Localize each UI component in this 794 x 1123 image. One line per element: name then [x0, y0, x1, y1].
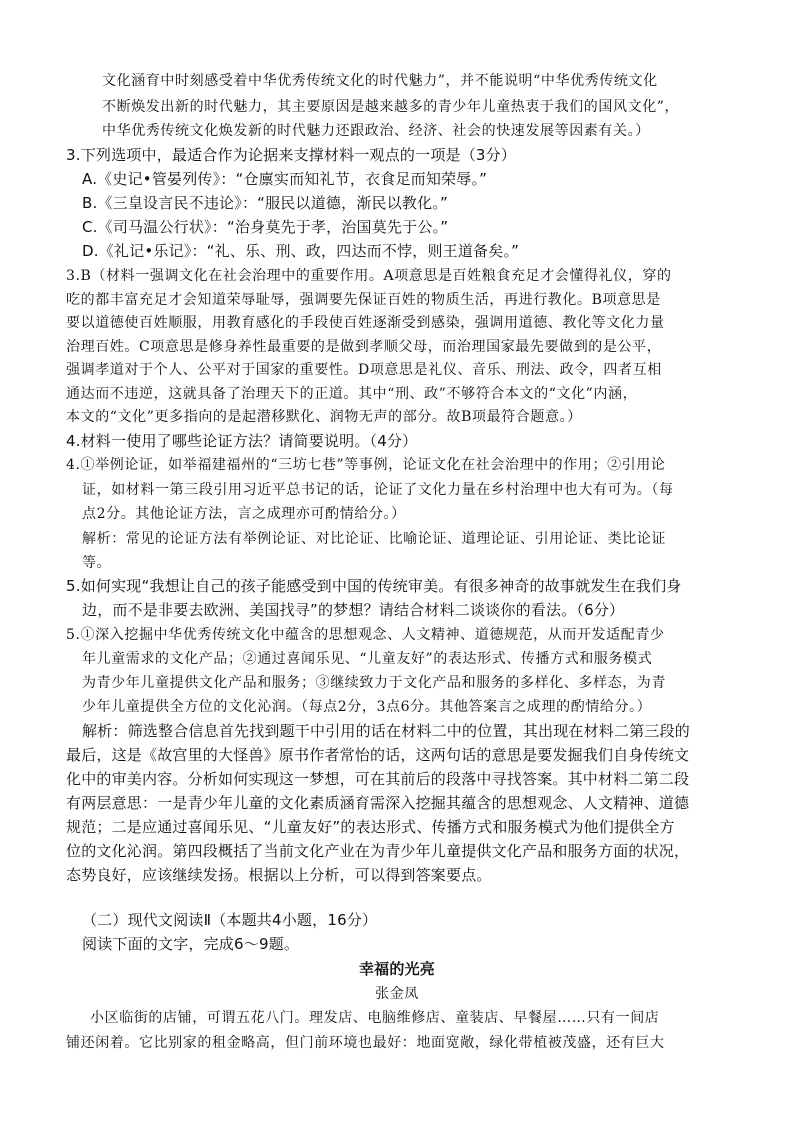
- question-5-analysis-line: 最后，这是《故宫里的大怪兽》原书作者常怡的话，这两句话的意思是要发掘我们自身传统文: [66, 746, 690, 764]
- question-5-answer-line: 年儿童需求的文化产品；②通过喜闻乐见、“儿童友好”的表达形式、传播方式和服务模式: [82, 651, 653, 667]
- section-heading: （二）现代文阅读Ⅱ（本题共4小题，16分）: [82, 911, 378, 929]
- question-3-answer-line: 本文的“文化”更多指向的是起潜移默化、润物无声的部分。故B项最符合题意。）: [66, 409, 582, 425]
- question-5-stem-line: 5.如何实现“我想让自己的孩子能感受到中国的传统审美。有很多神奇的故事就发生在我们身: [66, 577, 682, 595]
- question-3-answer-line: 要以道德使百姓顺服，用教育感化的手段使百姓逐渐受到感染，强调用道德、教化等文化力量: [66, 315, 665, 331]
- question-3-option-b: B.《三皇设言民不违论》：“服民以道德，渐民以教化。”: [82, 194, 449, 212]
- question-3-answer-line: 吃的都丰富充足才会知道荣辱耻辱，强调要先保证百姓的物质生活，再进行教化。B项意思是: [66, 292, 661, 308]
- question-3-option-c: C.《司马温公行状》：“治身莫先于孝，治国莫先于公。”: [82, 218, 449, 236]
- question-5-analysis-line: 解析：筛选整合信息首先找到题干中引用的话在材料二中的位置，其出现在材料二第三段的: [82, 722, 691, 740]
- section-instruction: 阅读下面的文字，完成6～9题。: [82, 935, 300, 953]
- question-4-answer-line: 证，如材料一第三段引用习近平总书记的话，论证了文化力量在乡村治理中也大有可为。（每: [82, 482, 674, 498]
- question-3-answer-line: 强调孝道对于个人、公平对于国家的重要性。D项意思是礼仪、音乐、刑法、政令，四者互相: [66, 362, 662, 378]
- question-4-analysis-line: 等。: [82, 555, 112, 571]
- question-5-analysis-line: 化中的审美内容。分析如何实现这一梦想，可在其前后的段落中寻找答案。其中材料二第二段: [66, 770, 690, 788]
- question-5-analysis-line: 有两层意思：一是青少年儿童的文化素质涵育需深入挖掘其蕴含的思想观念、人文精神、道德: [66, 794, 690, 812]
- question-3-answer-line: 通达而不违逆，这就具备了治理天下的正道。其中“刑、政”不够符合本文的“文化”内涵，: [66, 386, 638, 402]
- question-4-answer-line: 4.①举例论证，如举福建福州的“三坊七巷”等事例，论证文化在社会治理中的作用；②引用论: [66, 457, 666, 473]
- question-3-option-a: A.《史记•管晏列传》：“仓廪实而知礼节，衣食足而知荣辱。”: [82, 170, 488, 188]
- question-5-analysis-line: 规范；二是应通过喜闻乐见、“儿童友好”的表达形式、传播方式和服务模式为他们提供全方: [66, 818, 675, 836]
- question-5-answer-line: 少年儿童提供全方位的文化沁润。（每点2分，3点6分。其他答案言之成理的酌情给分。）: [82, 699, 652, 715]
- question-5-answer-line: 5.①深入挖掘中华优秀传统文化中蕴含的思想观念、人文精神、道德规范，从而开发适配青少: [66, 627, 665, 643]
- article-author: 张金凤: [375, 986, 419, 1002]
- question-5-analysis-line: 位的文化沁润。第四段概括了当前文化产业在为青少年儿童提供文化产品和服务方面的状况，: [66, 842, 690, 860]
- question-5-analysis-line: 态势良好，应该继续发扬。根据以上分析，可以得到答案要点。: [66, 866, 492, 884]
- question-5-answer-line: 为青少年儿童提供文化产品和服务；③继续致力于文化产品和服务的多样化、多样态，为青: [82, 675, 666, 691]
- question-3-option-d: D.《礼记•乐记》：“礼、乐、刑、政，四达而不悖，则王道备矣。”: [82, 242, 520, 260]
- prev-explanation-line: 中华优秀传统文化焕发新的时代魅力还跟政治、经济、社会的快速发展等因素有关。）: [102, 123, 650, 139]
- article-body-line: 小区临街的店铺，可谓五花八门。理发店、电脑维修店、童装店、早餐屋……只有一间店: [90, 1010, 660, 1026]
- question-4-analysis-line: 解析：常见的论证方法有举例论证、对比论证、比喻论证、道理论证、引用论证、类比论证: [82, 531, 666, 547]
- article-title: 幸福的光亮: [358, 960, 435, 978]
- article-body-line: 铺还闲着。它比别家的租金略高，但门前环境也最好：地面宽敞，绿化带植被茂盛，还有巨大: [66, 1035, 665, 1051]
- question-5-stem-line: 边，而不是非要去欧洲、美国找寻”的梦想？请结合材料二谈谈你的看法。（6分）: [82, 601, 625, 619]
- question-3-answer-line: 治理百姓。C项意思是修身养性最重要的是做到孝顺父母，而治理国家最先要做到的是公平，: [66, 339, 662, 355]
- question-4-stem: 4.材料一使用了哪些论证方法？请简要说明。（4分）: [66, 432, 418, 450]
- question-3-stem: 3.下列选项中，最适合作为论据来支撑材料一观点的一项是（3分）: [66, 146, 517, 164]
- prev-explanation-line: 文化涵育中时刻感受着中华优秀传统文化的时代魅力”，并不能说明“中华优秀传统文化: [102, 73, 658, 89]
- question-3-answer-line: 3.B（材料一强调文化在社会治理中的重要作用。A项意思是百姓粮食充足才会懂得礼仪，穿的: [66, 268, 672, 284]
- prev-explanation-line: 不断焕发出新的时代魅力，其主要原因是越来越多的青少年儿童热衷于我们的国风文化”，: [102, 99, 680, 115]
- question-4-answer-line: 点2分。其他论证方法，言之成理亦可酌情给分。）: [82, 506, 406, 522]
